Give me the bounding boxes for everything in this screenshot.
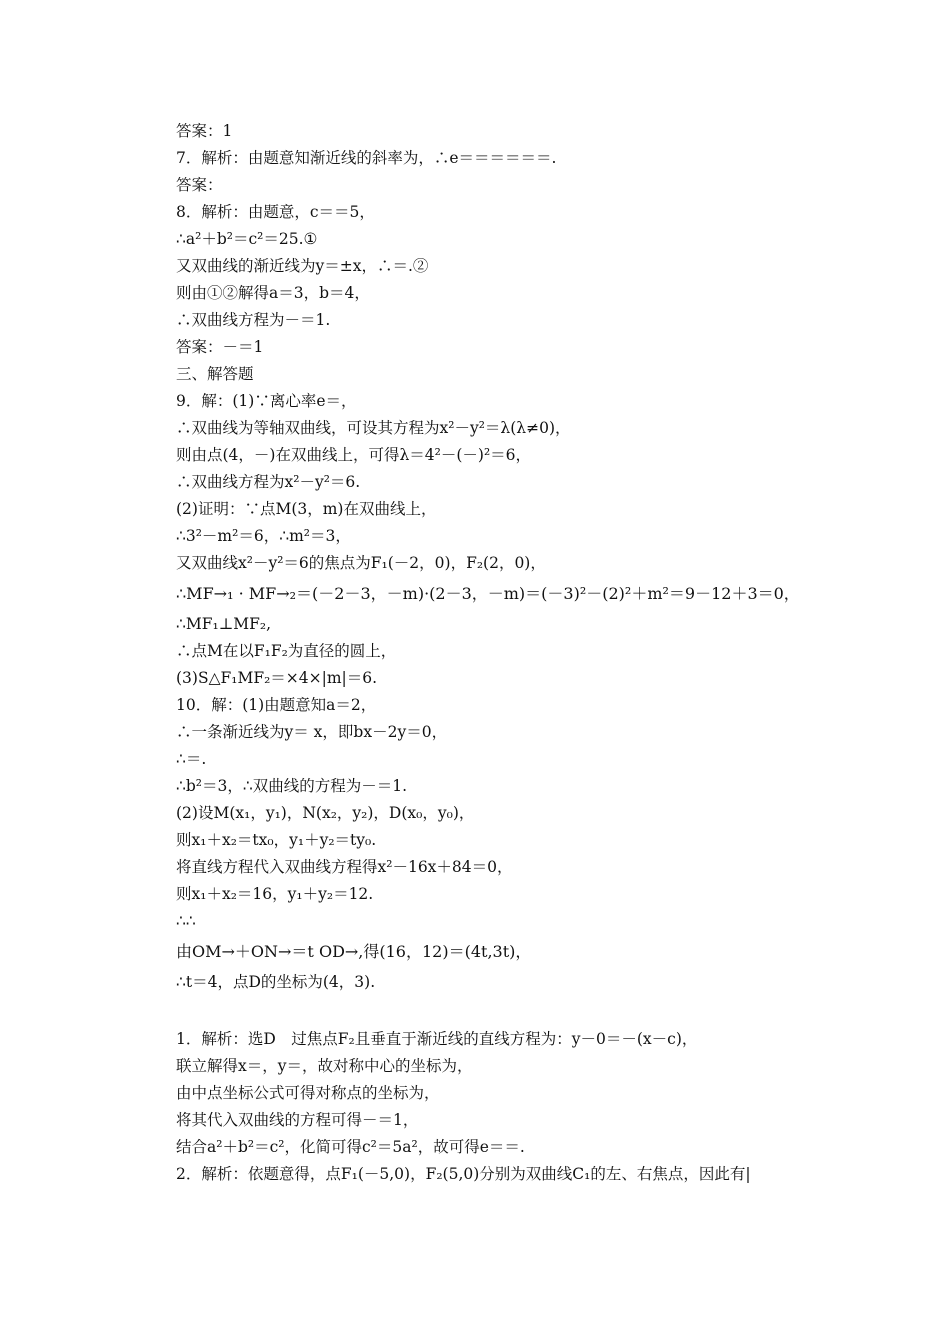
text-line: 又双曲线的渐近线为y＝±x，∴＝.② xyxy=(176,257,429,275)
paragraph-gap xyxy=(176,996,826,1026)
text-line: (3)S△F₁MF₂＝×4×|m|＝6. xyxy=(176,669,378,687)
section-answers-and-solutions xyxy=(176,118,826,996)
text-line: ∴双曲线为等轴双曲线，可设其方程为x²－y²＝λ(λ≠0)， xyxy=(176,419,571,437)
text-line: 8．解析：由题意，c＝＝5， xyxy=(176,203,375,221)
text-line: 1．解析：选D 过焦点F₂且垂直于渐近线的直线方程为：y－0＝－(x－c)， xyxy=(176,1030,698,1048)
text-line: ∴MF₁⊥MF₂, xyxy=(176,615,272,633)
text-line: ∴∴ xyxy=(176,912,196,930)
text-line: ∴双曲线方程为x²－y²＝6. xyxy=(176,473,361,491)
text-line: 则由①②解得a＝3，b＝4， xyxy=(176,284,370,302)
text-line: ∴点M在以F₁F₂为直径的圆上， xyxy=(176,642,397,660)
text-line: 又双曲线x²－y²＝6的焦点为F₁(－2，0)，F₂(2，0)， xyxy=(176,554,546,572)
text-line: 将其代入双曲线的方程可得－＝1， xyxy=(176,1111,419,1129)
text-line: 9．解：(1)∵离心率e＝， xyxy=(176,392,357,410)
text-line: 10．解：(1)由题意知a＝2， xyxy=(176,696,377,714)
text-line: 则x₁＋x₂＝tx₀，y₁＋y₂＝ty₀. xyxy=(176,831,377,849)
vector-equation-line: 由OM→＋ON→＝t OD→,得(16，12)＝(4t,3t)， xyxy=(176,942,532,961)
text-line: ∴双曲线方程为－＝1. xyxy=(176,311,331,329)
section-heading: 三、解答题 xyxy=(176,365,254,383)
text-line: 结合a²＋b²＝c²，化简可得c²＝5a²，故可得e＝＝. xyxy=(176,1138,525,1156)
text-line: ∴一条渐近线为y＝ x，即bx－2y＝0， xyxy=(176,723,448,741)
text-line: ∴3²－m²＝6，∴m²＝3， xyxy=(176,527,351,545)
document-page xyxy=(176,118,826,1188)
text-line: 将直线方程代入双曲线方程得x²－16x＋84＝0， xyxy=(176,858,513,876)
text-line: ∴＝. xyxy=(176,750,207,768)
text-line: 2．解析：依题意得，点F₁(－5,0)，F₂(5,0)分别为双曲线C₁的左、右焦点，因此有| xyxy=(176,1165,751,1183)
text-line: (2)设M(x₁，y₁)，N(x₂，y₂)，D(x₀，y₀)， xyxy=(176,804,475,822)
vector-equation-line: ∴MF→₁ · MF→₂＝(－2－3，－m)·(2－3，－m)＝(－3)²－(2)²＋m²＝9－12＋3＝0， xyxy=(176,584,800,603)
section-extra-solutions xyxy=(176,1026,826,1188)
text-line: ∴a²＋b²＝c²＝25.① xyxy=(176,230,318,248)
text-line: 联立解得x＝，y＝，故对称中心的坐标为， xyxy=(176,1057,473,1075)
text-line: ∴b²＝3，∴双曲线的方程为－＝1. xyxy=(176,777,408,795)
text-line: 答案：1 xyxy=(176,122,233,140)
text-line: 答案： xyxy=(176,176,223,194)
text-line: 由中点坐标公式可得对称点的坐标为， xyxy=(176,1084,440,1102)
text-line: 则由点(4，－)在双曲线上，可得λ＝4²－(－)²＝6， xyxy=(176,446,532,464)
text-line: 则x₁＋x₂＝16，y₁＋y₂＝12. xyxy=(176,885,374,903)
text-line: 7．解析：由题意知渐近线的斜率为，∴e＝＝＝＝＝＝. xyxy=(176,149,557,167)
text-line: (2)证明：∵点M(3，m)在双曲线上， xyxy=(176,500,437,518)
text-line: 答案：－＝1 xyxy=(176,338,264,356)
text-line: ∴t＝4，点D的坐标为(4，3). xyxy=(176,973,376,991)
